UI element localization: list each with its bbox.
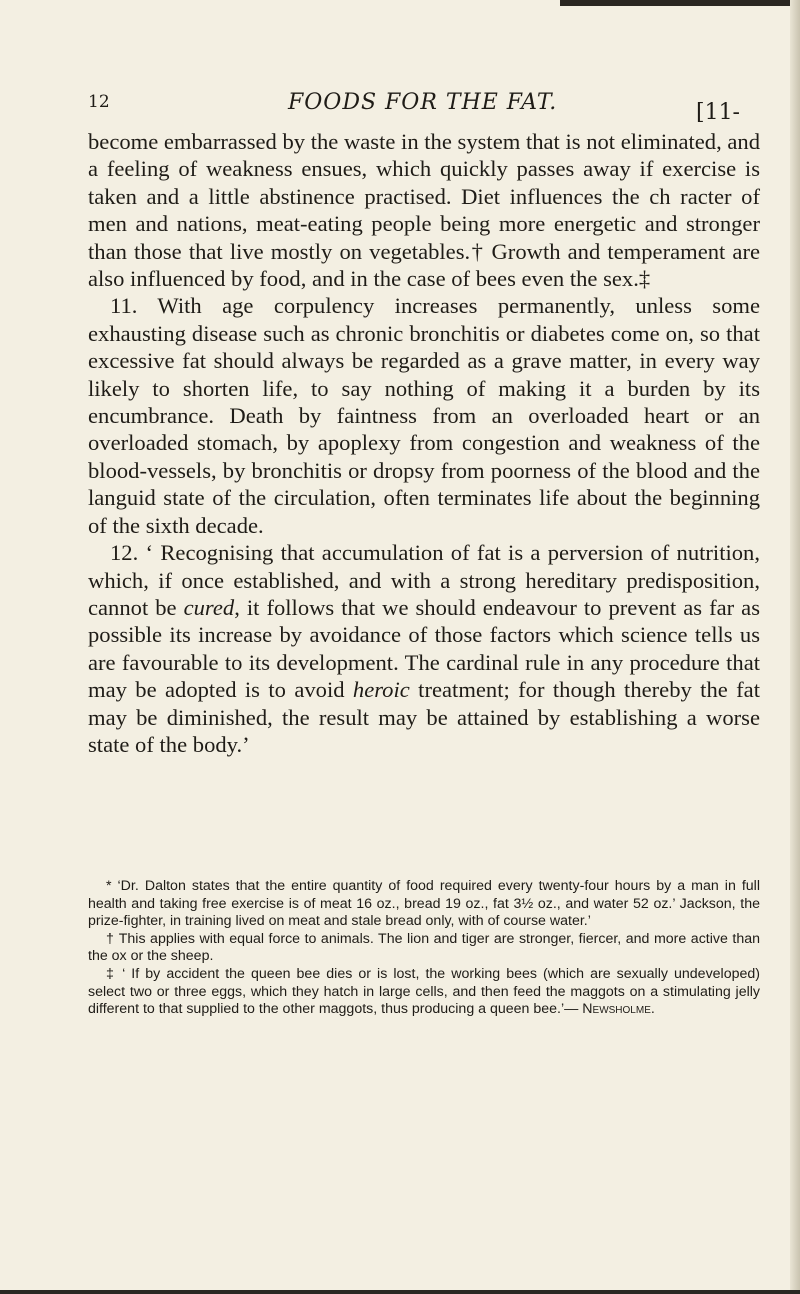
page-edge-bottom <box>0 1290 800 1294</box>
page-edge-right <box>790 0 800 1294</box>
footnote-author: Newsholme. <box>582 1001 655 1018</box>
footnote-double-dagger <box>88 966 760 1019</box>
emphasis-cured: cured <box>183 594 235 620</box>
body-text <box>88 128 760 758</box>
running-title: FOODS FOR THE FAT. <box>288 90 558 115</box>
footnote-double-dagger-text: ‡ ‘ If by accident the queen bee dies or is lost, the working bees (which are sexually undeveloped) select two or three eggs, which they hatch in large cells, and then feed the maggots on a stimulating jelly different to that supplied to the other maggots, thus producing a queen bee.’— <box>88 965 760 1018</box>
paragraph-11: 11. With age corpulency increases permanently, unless some exhausting disease such as chronic bronchitis or diabetes come on, so that excessive fat should always be regarded as a grave matter, in every way likely to shorten life, to say nothing of making it a burden by its encumbrance. Death by faintness from an overloaded heart or an overloaded stomach, by apoplexy from congestion and weakness of the blood-vessels, by bronchitis or dropsy from poorness of the blood and the languid state of the circulation, often terminates life about the beginning of the sixth decade. <box>88 293 760 538</box>
page-edge-top <box>560 0 800 6</box>
paragraph-12-part-3: treatment; for though thereby the fat may be diminished, the result may be attained by establishing a worse state of the body.’ <box>88 677 760 757</box>
emphasis-heroic: heroic <box>352 677 410 703</box>
paragraph-continuation: become embarrassed by the waste in the system that is not eliminated, and a feeling of weakness ensues, which quickly passes away if exercise is taken and a little abstinence practised. Diet influences the ch racter of men and nations, meat-eating people being more energetic and stronger than those that live mostly on vegetables.† Growth and temperament are also influenced by food, and in the case of bees even the sex.‡ <box>88 129 760 292</box>
footnote-dagger: † This applies with equal force to animals. The lion and tiger are stronger, fiercer, and more active than the ox or the sheep. <box>88 930 760 965</box>
footnotes <box>88 878 760 1019</box>
paragraph-12 <box>88 539 760 758</box>
section-mark: [11- <box>695 100 740 125</box>
running-head <box>88 90 768 125</box>
paragraph-12-part-1: 12. ‘ Recognising that accumulation of fat is a perversion of nutrition, which, if once established, and with a strong hereditary predisposition, cannot be <box>88 540 760 620</box>
footnote-star: * ‘Dr. Dalton states that the entire quantity of food required every twenty-four hours by a man in full health and taking free exercise is of meat 16 oz., bread 19 oz., fat 3½ oz., and water 52 oz.’ Jackson, the prize-fighter, in training lived on meat and stale bread only, with of course water.’ <box>88 878 760 930</box>
paragraph-12-part-2: , it follows that we should endeavour to prevent as far as possible its increase by avoidance of those factors which science tells us are favourable to its development. The cardinal rule in any procedure that may be adopted is to avoid <box>88 594 760 703</box>
page-number: 12 <box>88 92 110 112</box>
